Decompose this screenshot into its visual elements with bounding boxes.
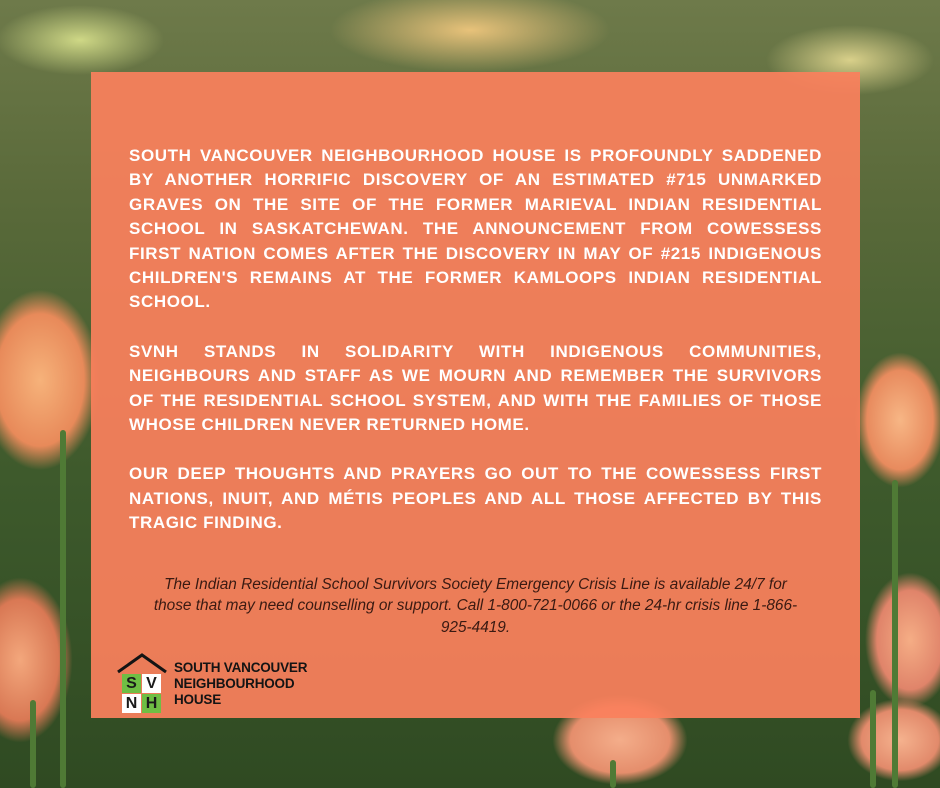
logo-letter-n: N: [122, 694, 141, 713]
statement-panel: [91, 72, 860, 718]
statement-paragraph-1: SOUTH VANCOUVER NEIGHBOURHOOD HOUSE IS PROFOUNDLY SADDENED BY ANOTHER HORRIFIC DISCOVERY OF AN ESTIMATED #715 UNMARKED GRAVES ON THE SITE OF THE FORMER MARIEVAL INDIAN RESIDENTIAL SCHOOL IN SASKATCHEWAN. THE ANNOUNCEMENT FROM COWESSESS FIRST NATION COMES AFTER THE DISCOVERY IN MAY OF #215 INDIGENOUS CHILDREN'S REMAINS AT THE FORMER KAMLOOPS INDIAN RESIDENTIAL SCHOOL.: [129, 146, 822, 312]
statement-paragraph-2: SVNH STANDS IN SOLIDARITY WITH INDIGENOUS COMMUNITIES, NEIGHBOURS AND STAFF AS WE MOURN AND REMEMBER THE SURVIVORS OF THE RESIDENTIAL SCHOOL SYSTEM, AND WITH THE FAMILIES OF THOSE WHOSE CHILDREN NEVER RETURNED HOME.: [129, 341, 822, 435]
logo-letter-h: H: [142, 694, 161, 713]
stem: [892, 480, 898, 788]
house-logo-icon: [116, 652, 168, 714]
roof-icon: [116, 652, 168, 674]
logo-name-line-3: HOUSE: [174, 692, 222, 707]
logo-name-line-2: NEIGHBOURHOOD: [174, 676, 295, 691]
stem: [60, 430, 66, 788]
stem: [610, 760, 616, 788]
logo-organization-name: [174, 660, 307, 708]
logo-letter-v: V: [142, 674, 161, 693]
stem: [870, 690, 876, 788]
logo-letter-s: S: [122, 674, 141, 693]
statement-paragraph-3: OUR DEEP THOUGHTS AND PRAYERS GO OUT TO THE COWESSESS FIRST NATIONS, INUIT, AND MÉTIS PEOPLES AND ALL THOSE AFFECTED BY THIS TRAGIC FINDING.: [129, 464, 822, 533]
logo-name-line-1: SOUTH VANCOUVER: [174, 660, 308, 675]
crisis-line-note: The Indian Residential School Survivors Society Emergency Crisis Line is available 24/7 for those that may need counselling or support. Call 1-800-721-0066 or the 24-hr crisis line 1-866-925-4419.: [153, 575, 798, 636]
stem: [30, 700, 36, 788]
svnh-logo: [116, 652, 307, 714]
